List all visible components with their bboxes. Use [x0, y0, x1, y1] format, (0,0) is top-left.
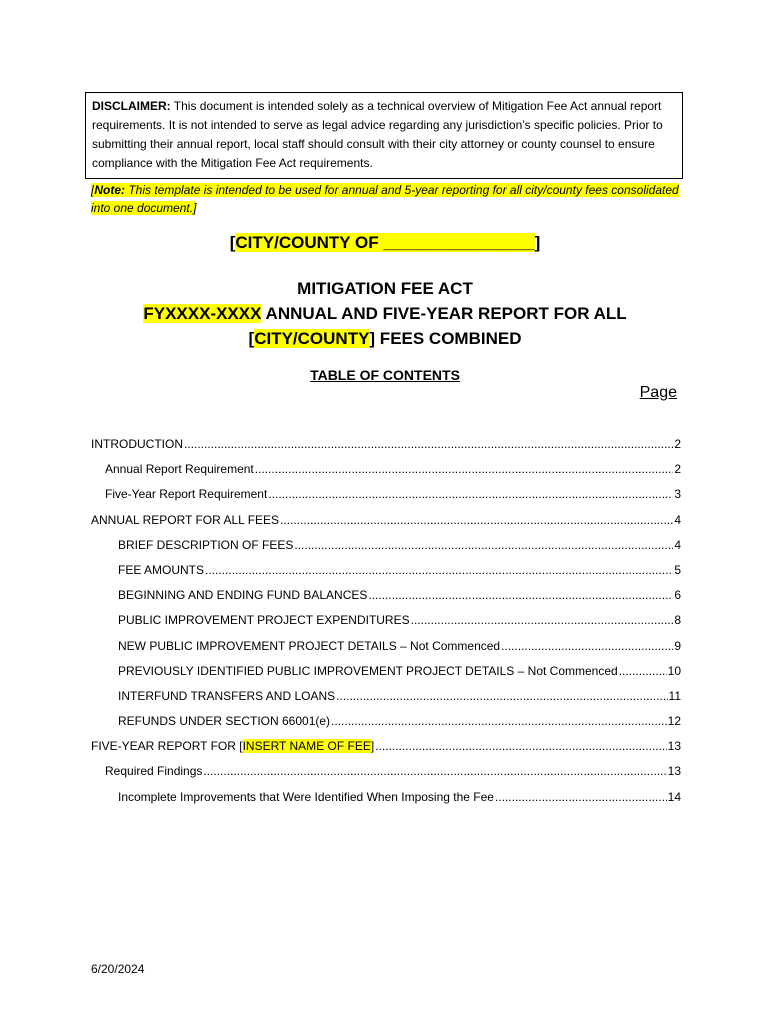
city-heading-text: CITY/COUNTY OF ________________	[235, 233, 535, 252]
toc-entry[interactable]	[91, 764, 681, 789]
toc-page-number: 10	[667, 663, 681, 678]
title-line-3-rest: ] FEES COMBINED	[369, 329, 522, 348]
toc-dot-leader	[205, 563, 673, 577]
toc-entry[interactable]	[91, 563, 681, 588]
disclaimer-label: DISCLAIMER:	[92, 99, 171, 113]
toc-entry[interactable]	[91, 689, 681, 714]
toc-entry-title: Five-Year Report Requirement	[105, 487, 268, 502]
toc-dot-leader	[255, 462, 674, 476]
toc-entry-title: BEGINNING AND ENDING FUND BALANCES	[118, 588, 368, 603]
toc-dot-leader	[280, 513, 673, 527]
toc-entry[interactable]	[91, 639, 681, 664]
toc-page-number: 9	[674, 638, 681, 653]
toc-page-number: 14	[667, 789, 681, 804]
toc-page-number: 4	[674, 512, 681, 527]
toc-entry-title: INTERFUND TRANSFERS AND LOANS	[118, 688, 336, 703]
toc-page-number: 5	[674, 562, 681, 577]
toc-entry-title: BRIEF DESCRIPTION OF FEES	[118, 537, 294, 552]
toc-entry[interactable]	[91, 437, 681, 462]
toc-page-number: 8	[674, 613, 681, 628]
toc-page-number: 12	[667, 714, 681, 729]
toc-entry[interactable]	[91, 538, 681, 563]
toc-page-number: 11	[668, 688, 681, 703]
toc-entry[interactable]	[91, 664, 681, 689]
toc-entry-title: PUBLIC IMPROVEMENT PROJECT EXPENDITURES	[118, 613, 410, 628]
toc-dot-leader	[619, 664, 667, 678]
toc-entry-title	[91, 739, 374, 753]
note-text: This template is intended to be used for annual and 5-year reporting for all city/county fees consolidated into one document.	[91, 183, 679, 215]
toc-entry-title: Incomplete Improvements that Were Identified When Imposing the Fee	[118, 789, 494, 804]
toc-entry-title: INTRODUCTION	[91, 437, 183, 451]
toc-page-number: 13	[667, 764, 681, 779]
toc-dot-leader	[368, 588, 673, 602]
title-line-3	[0, 326, 770, 351]
note-label: Note:	[94, 183, 126, 197]
fiscal-year-placeholder: FYXXXX-XXXX	[143, 304, 262, 323]
toc-dot-leader	[184, 437, 673, 451]
toc-entry[interactable]	[91, 487, 681, 512]
toc-dot-leader	[375, 739, 666, 753]
toc-dot-leader	[411, 613, 674, 627]
toc-heading: TABLE OF CONTENTS	[310, 367, 460, 383]
toc-dot-leader	[331, 714, 667, 728]
report-title	[0, 276, 770, 351]
toc-entry-title: PREVIOUSLY IDENTIFIED PUBLIC IMPROVEMENT PROJECT DETAILS – Not Commenced	[118, 663, 618, 678]
title-line-3-open: [	[248, 329, 255, 348]
toc-dot-leader	[203, 764, 666, 778]
toc-page-number: 4	[674, 537, 681, 552]
toc-entry-title: REFUNDS UNDER SECTION 66001(e)	[118, 714, 331, 729]
toc-dot-leader	[336, 689, 667, 703]
toc-page-number: 3	[674, 487, 681, 502]
toc-entry-title-suffix: ]	[370, 739, 375, 754]
toc-page-number: 13	[667, 739, 681, 754]
toc-page-number: 2	[674, 462, 681, 477]
city-county-placeholder: CITY/COUNTY	[254, 329, 370, 348]
toc-dot-leader	[495, 790, 667, 804]
toc-entry[interactable]	[91, 613, 681, 638]
disclaimer-text: This document is intended solely as a technical overview of Mitigation Fee Act annual report requirements. It is not intended to serve as legal advice regarding any jurisdiction’s specific policies. Prior to submitting their annual report, local staff should consult with their city attorney or county counsel to ensure compliance with the Mitigation Fee Act requirements.	[92, 99, 663, 170]
toc-dot-leader	[501, 639, 673, 653]
toc-page-number: 2	[674, 437, 681, 451]
toc-entry-title: NEW PUBLIC IMPROVEMENT PROJECT DETAILS – Not Commenced	[118, 638, 501, 653]
toc-entry[interactable]	[91, 739, 681, 764]
toc-entry[interactable]	[91, 790, 681, 815]
toc-entry-title: Required Findings	[105, 764, 203, 779]
toc-page-label: Page	[639, 384, 677, 401]
toc-entry-title: FEE AMOUNTS	[118, 562, 205, 577]
toc-dot-leader	[294, 538, 673, 552]
disclaimer-box	[85, 92, 683, 179]
city-heading-close-bracket: ]	[534, 233, 541, 252]
toc-entry[interactable]	[91, 714, 681, 739]
title-line-2	[0, 301, 770, 326]
city-county-heading	[0, 233, 770, 253]
title-line-2-rest: ANNUAL AND FIVE-YEAR REPORT FOR ALL	[261, 304, 627, 323]
title-line-1: MITIGATION FEE ACT	[297, 279, 473, 298]
footer-date: 6/20/2024	[91, 962, 145, 976]
toc-entry[interactable]	[91, 513, 681, 538]
toc-entry-title: Annual Report Requirement	[105, 462, 254, 477]
note-close-bracket: ]	[193, 201, 197, 215]
toc-page-number: 6	[674, 588, 681, 603]
fee-name-placeholder: INSERT NAME OF FEE	[242, 739, 371, 754]
note-open-bracket: [	[91, 183, 95, 197]
toc-entry-title: ANNUAL REPORT FOR ALL FEES	[91, 512, 280, 527]
template-note	[91, 181, 681, 217]
city-heading-open-bracket: [	[229, 233, 236, 252]
toc-entry[interactable]	[91, 588, 681, 613]
toc-entry-title-prefix: FIVE-YEAR REPORT FOR [	[91, 739, 243, 754]
toc-dot-leader	[268, 487, 673, 501]
table-of-contents	[91, 437, 681, 815]
toc-entry[interactable]	[91, 462, 681, 487]
